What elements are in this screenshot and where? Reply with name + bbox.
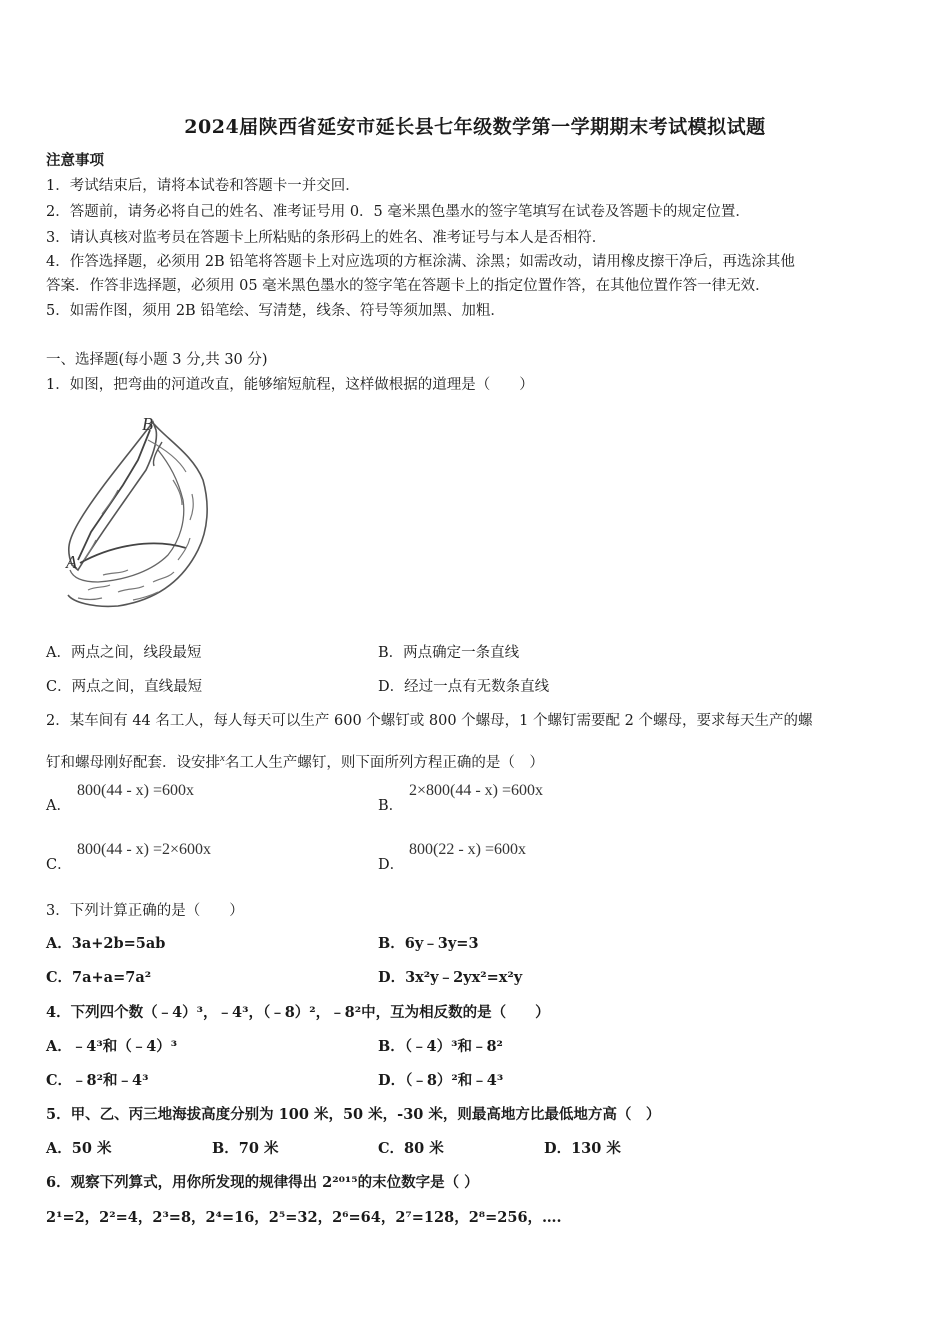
q2-stem-part2: 名工人生产螺钉，则下面所列方程正确的是（ ） xyxy=(224,755,544,771)
q1-option-c[interactable]: C．两点之间，直线最短 xyxy=(46,679,203,695)
notice-item-4: 4．作答选择题，必须用 2B 铅笔将答题卡上对应选项的方框涂满、涂黑；如需改动，请用橡皮擦干净后，再选涂其他 xyxy=(46,254,795,270)
q1-option-d[interactable]: D．经过一点有无数条直线 xyxy=(378,679,550,695)
q3-label-c: C． xyxy=(46,969,73,986)
fig-label-a: A xyxy=(66,552,77,572)
q2-stem-part1: 钉和螺母刚好配套．设安排 xyxy=(46,755,220,771)
q2-label-c[interactable]: C． xyxy=(46,857,72,873)
q2-label-b[interactable]: B． xyxy=(378,798,404,814)
q6-stem: 6．观察下列算式，用你所发现的规律得出 2²⁰¹⁵的末位数字是（ ） xyxy=(46,1174,479,1191)
q3-option-d[interactable] xyxy=(378,969,522,987)
notice-heading: 注意事项 xyxy=(46,152,104,169)
q3-expr-c: 7a+a=7a² xyxy=(72,969,152,986)
q4-option-c[interactable]: C．﹣8²和﹣4³ xyxy=(46,1072,149,1089)
q6-series: 2¹=2，2²=4，2³=8，2⁴=16，2⁵=32，2⁶=64，2⁷=128，2⁸=256，…. xyxy=(46,1209,562,1226)
q2-label-d[interactable]: D． xyxy=(378,857,405,873)
q2-label-a[interactable]: A． xyxy=(46,798,71,814)
q3-expr-b: 6y﹣3y=3 xyxy=(404,935,479,952)
q3-expr-a: 3a+2b=5ab xyxy=(71,935,166,952)
q2-equation-d[interactable]: 800(22 - x) =600x xyxy=(409,841,527,858)
q1-stem: 1．如图，把弯曲的河道改直，能够缩短航程，这样做根据的道理是（ ） xyxy=(46,377,534,393)
page-title: 2024届陕西省延安市延长县七年级数学第一学期期末考试模拟试题 xyxy=(184,116,766,138)
q5-option-d[interactable]: D．130 米 xyxy=(544,1140,621,1157)
fig-label-b: B xyxy=(142,414,153,434)
q2-variable: x xyxy=(220,752,225,764)
notice-item-5: 5．如需作图，须用 2B 铅笔绘、写清楚，线条、符号等须加黑、加粗． xyxy=(46,303,505,319)
q1-option-b[interactable]: B．两点确定一条直线 xyxy=(378,645,520,661)
q5-stem: 5．甲、乙、丙三地海拔高度分别为 100 米，50 米，-30 米，则最高地方比最低地方高（ ） xyxy=(46,1106,661,1123)
q5-option-a[interactable]: A．50 米 xyxy=(46,1140,112,1157)
q5-option-c[interactable]: C．80 米 xyxy=(378,1140,444,1157)
q2-stem-line2 xyxy=(46,749,544,772)
q2-equation-b[interactable]: 2×800(44 - x) =600x xyxy=(409,782,544,799)
q2-equation-a[interactable]: 800(44 - x) =600x xyxy=(77,782,195,799)
q4-stem: 4．下列四个数（﹣4）³，﹣4³，（﹣8）²，﹣8²中，互为相反数的是（ ） xyxy=(46,1004,550,1021)
q3-label-d: D． xyxy=(378,969,406,986)
notice-item-2: 2．答题前，请务必将自己的姓名、准考证号用 0．5 毫米黑色墨水的签字笔填写在试卷及答题卡的规定位置． xyxy=(46,204,750,220)
notice-item-1: 1．考试结束后，请将本试卷和答题卡一并交回． xyxy=(46,178,360,194)
q4-option-d[interactable]: D．（﹣8）²和﹣4³ xyxy=(378,1072,504,1089)
q2-equation-c[interactable]: 800(44 - x) =2×600x xyxy=(77,841,212,858)
q3-option-a[interactable] xyxy=(46,935,165,953)
q3-expr-d: 3x²y﹣2yx²=x²y xyxy=(405,969,523,986)
q1-option-a[interactable]: A．两点之间，线段最短 xyxy=(46,645,202,661)
q2-stem-line1: 2．某车间有 44 名工人，每人每天可以生产 600 个螺钉或 800 个螺母，1 个螺钉需要配 2 个螺母，要求每天生产的螺 xyxy=(46,713,813,729)
q3-label-b: B． xyxy=(378,935,405,952)
q3-label-a: A． xyxy=(46,935,72,952)
q3-option-c[interactable] xyxy=(46,969,151,987)
q3-stem: 3．下列计算正确的是（ ） xyxy=(46,903,244,919)
q5-option-b[interactable]: B．70 米 xyxy=(212,1140,279,1157)
river-figure xyxy=(58,410,218,615)
q3-option-b[interactable] xyxy=(378,935,479,953)
q4-option-b[interactable]: B．（﹣4）³和﹣8² xyxy=(378,1038,503,1055)
q4-option-a[interactable]: A．﹣4³和（﹣4）³ xyxy=(46,1038,178,1055)
section-heading: 一、选择题(每小题 3 分,共 30 分) xyxy=(46,352,268,368)
notice-item-4-cont: 答案．作答非选择题，必须用 05 毫米黑色墨水的签字笔在答题卡上的指定位置作答，在其他位置作答一律无效． xyxy=(46,278,770,294)
notice-item-3: 3．请认真核对监考员在答题卡上所粘贴的条形码上的姓名、准考证号与本人是否相符． xyxy=(46,230,607,246)
